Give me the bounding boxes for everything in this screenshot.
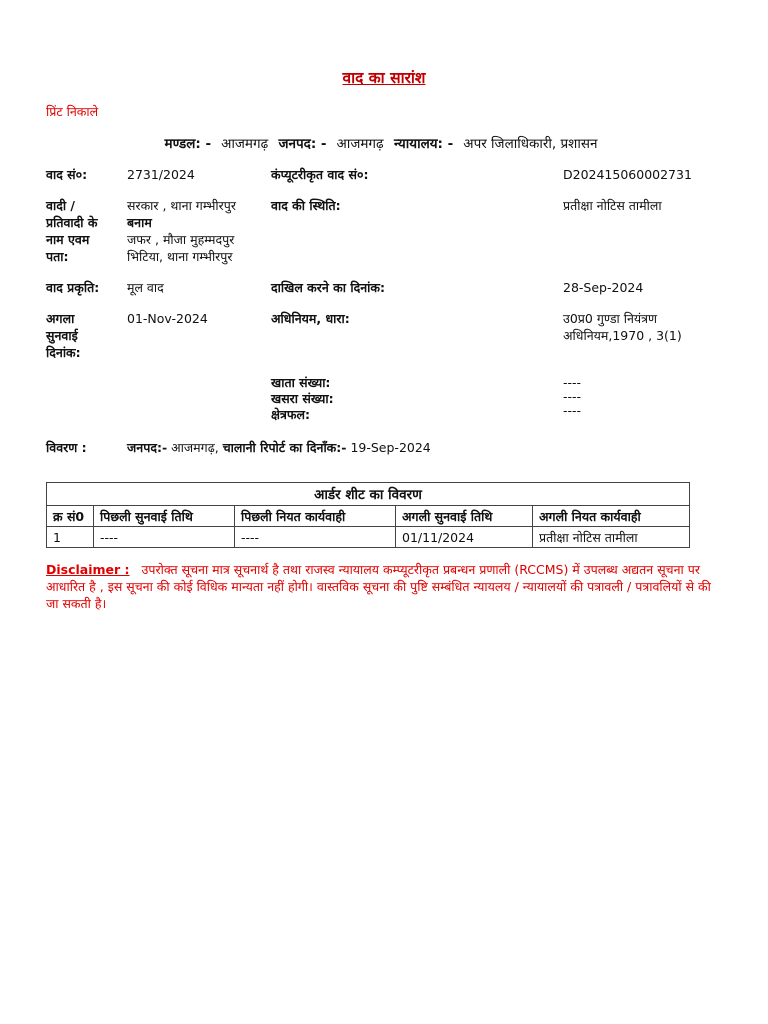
order-sheet-table (46, 482, 690, 548)
vadi-name: सरकार , थाना गम्भीरपुर (127, 198, 236, 213)
vad-sankhya-label: वाद सं०: (46, 167, 88, 182)
prativadi-name: जफर , मौजा मुहम्मदपुर (127, 232, 235, 247)
janpad-label: जनपद: - (278, 136, 327, 152)
adhiniyam-label: अधिनियम, धारा: (271, 311, 350, 326)
table-cell: ---- (94, 527, 235, 548)
vivaran-report-value: 19-Sep-2024 (350, 440, 431, 455)
khasra-label: खसरा संख्या: (271, 391, 334, 406)
agla-label-line: अगला (46, 311, 75, 326)
table-cell: 01/11/2024 (396, 527, 533, 548)
column-header: क्र सं0 (47, 506, 94, 527)
vadi-label-line: नाम एवम (46, 232, 90, 247)
prakriti-value: मूल वाद (127, 280, 164, 295)
nyayalay-value: अपर जिलाधिकारी, प्रशासन (463, 136, 598, 152)
dakhil-label: दाखिल करने का दिनांक: (271, 280, 386, 295)
computer-vad-label: कंप्यूटरीकृत वाद सं०: (271, 167, 369, 182)
page-title: वाद का सारांश (342, 69, 426, 87)
print-link[interactable]: प्रिंट निकाले (46, 104, 99, 119)
court-header (0, 134, 768, 152)
table-row (47, 527, 690, 548)
vivaran-report-label: चालानी रिपोर्ट का दिनाँक:- (222, 440, 347, 455)
table-cell: प्रतीक्षा नोटिस तामीला (533, 527, 690, 548)
adhiniyam-line: उ0प्र0 गुण्डा नियंत्रण (563, 311, 658, 326)
vivaran-label: विवरण : (46, 440, 87, 455)
vivaran-janpad-value: आजमगढ़, (171, 440, 219, 455)
khasra-value: ---- (563, 389, 582, 404)
vad-sankhya-value: 2731/2024 (127, 167, 195, 182)
prakriti-label: वाद प्रकृति: (46, 280, 100, 295)
mandal-value: आजमगढ़ (221, 136, 269, 152)
khata-label: खाता संख्या: (271, 375, 331, 390)
disclaimer (46, 561, 726, 612)
dakhil-value: 28-Sep-2024 (563, 280, 644, 295)
nyayalay-label: न्यायालय: - (393, 136, 454, 152)
disclaimer-heading: Disclaimer : (46, 562, 130, 577)
order-sheet-title: आर्डर शीट का विवरण (47, 483, 690, 506)
vivaran-janpad-label: जनपद:- (127, 440, 168, 455)
table-cell: ---- (235, 527, 396, 548)
agla-label-line: दिनांक: (46, 345, 81, 360)
adhiniyam-value (563, 310, 733, 344)
sthiti-label: वाद की स्थिति: (271, 198, 341, 213)
column-header: पिछली नियत कार्यवाही (235, 506, 396, 527)
kshetrafal-value: ---- (563, 403, 582, 418)
mandal-label: मण्डल: - (164, 136, 212, 152)
sthiti-value: प्रतीक्षा नोटिस तामीला (563, 198, 662, 213)
adhiniyam-line: अधिनियम,1970 , 3(1) (563, 328, 682, 343)
column-header: अगली सुनवाई तिथि (396, 506, 533, 527)
kshetrafal-label: क्षेत्रफल: (271, 407, 310, 422)
agla-sunvai-value: 01-Nov-2024 (127, 311, 208, 326)
banam-label: बनाम (127, 215, 152, 230)
prativadi-address: भिटिया, थाना गम्भीरपुर (127, 249, 233, 264)
column-header: पिछली सुनवाई तिथि (94, 506, 235, 527)
vadi-prativadi-label (46, 197, 126, 265)
vadi-label-line: वादी / (46, 198, 75, 213)
janpad-value: आजमगढ़ (336, 136, 384, 152)
vivaran-value (127, 439, 727, 456)
vadi-label-line: प्रतिवादी के (46, 215, 98, 230)
khata-value: ---- (563, 375, 582, 390)
column-header: अगली नियत कार्यवाही (533, 506, 690, 527)
vadi-label-line: पता: (46, 249, 69, 264)
vadi-prativadi-value (127, 197, 267, 265)
agla-sunvai-label (46, 310, 126, 361)
computer-vad-value: D202415060002731 (563, 167, 692, 182)
disclaimer-text: उपरोक्त सूचना मात्र सूचनार्थ है तथा राजस्व न्यायालय कम्प्यूटरीकृत प्रबन्धन प्रणाली (RCCMS) में उपलब्ध अद्यतन सूचना पर आधारित है , इस सूचना की कोई विधिक मान्यता नहीं होगी। वास्तविक सूचना की पुष्टि सम्बंधित न्यायलय / न्यायालयों की पत्रावली / पत्रावलियों से की जा सकती है। (46, 562, 711, 611)
table-cell: 1 (47, 527, 94, 548)
agla-label-line: सुनवाई (46, 328, 78, 343)
